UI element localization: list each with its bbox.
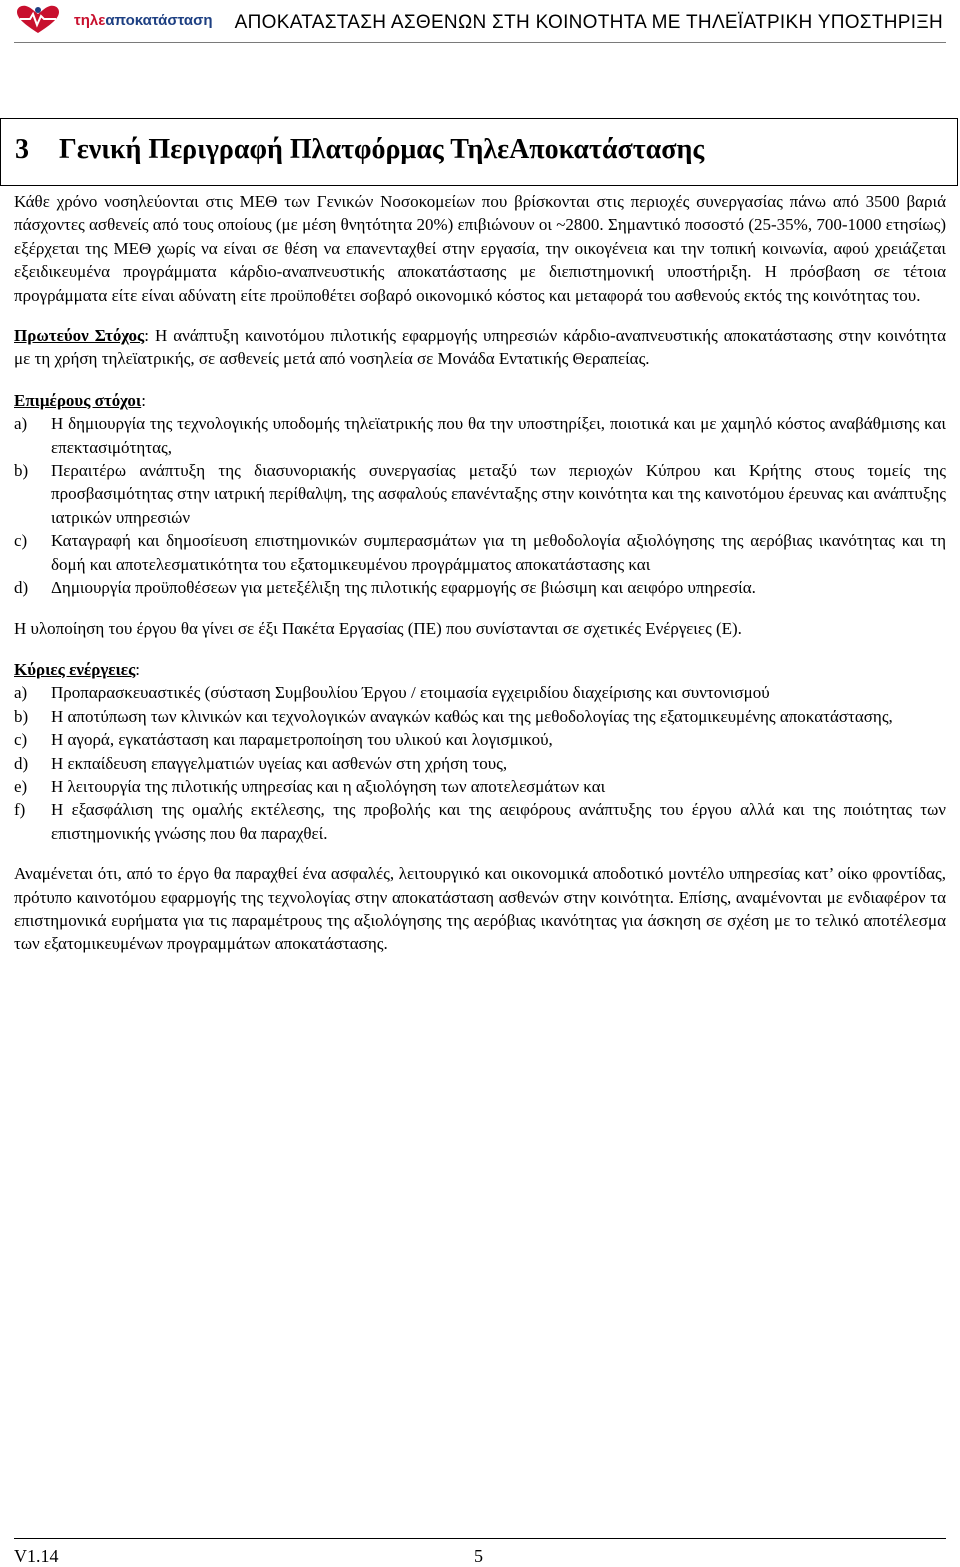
section-title: Γενική Περιγραφή Πλατφόρμας ΤηλεΑποκατάστασης [59,134,705,165]
conclusion-paragraph: Αναμένεται ότι, από το έργο θα παραχθεί ένα ασφαλές, λειτουργικό και οικονομικά αποδοτικό μοντέλο υπηρεσίας κατ’ οίκο φροντίδας, πρότυπο καινοτόμου εφαρμογής της τεχνολογίας στην αποκατάσταση ασθενών στην κοινότητα. Επίσης, αναμένονται με ενδιαφέρον τα επιστημονικά ευρήματα για τις παραμέτρους της αξιολόγησης της αερόβιας ικανότητας για άσκηση σε σχέση με το τελικό αποτέλεσμα των εξατομικευμένων προγραμμάτων αποκατάστασης. [14,864,946,954]
list-item-text: Δημιουργία προϋποθέσεων για μετεξέλιξη της πιλοτικής εφαρμογής σε βιώσιμη και αειφόρο υπηρεσία. [51,578,756,598]
logo-part-1: τηλε [74,12,106,29]
section-heading [15,134,704,166]
logo-part-2: αποκατάσταση [105,12,213,29]
specific-goals-heading [14,389,946,412]
list-marker: b) [14,706,29,726]
list-marker: d) [14,753,29,773]
primary-goal-paragraph [14,324,946,371]
specific-goals-label: Επιμέρους στόχοι [14,390,142,410]
list-marker: b) [14,461,29,481]
header-divider [14,42,946,43]
page-number: 5 [474,1546,483,1566]
list-item-text: Καταγραφή και δημοσίευση επιστημονικών συμπερασμάτων για τη μεθοδολογία αξιολόγησης της αερόβιας ικανότητας και τη δομή και αποτελεσματικότητα του εξατομικευμένου προγράμματος αποκατάστασης και [51,531,946,574]
list-item [14,412,946,459]
list-item-text: Η εκπαίδευση επαγγελματιών υγείας και ασθενών στη χρήση τους, [51,753,508,773]
section-heading-box [0,118,958,186]
list-marker: f) [14,800,26,820]
list-item-text: Η δημιουργία της τεχνολογικής υποδομής τηλεϊατρικής που θα την υποστηρίξει, ποιοτικά και με χαμηλό κόστος αναβάθμισης και επεκτασιμότητας, [51,414,946,457]
list-item [14,798,946,845]
list-marker: c) [14,531,28,551]
list-item-text: Περαιτέρω ανάπτυξη της διασυνοριακής συνεργασίας μεταξύ των περιοχών Κύπρου και Κρήτης στους τομείς της προσβασιμότητας στην ιατρική περίθαλψη, της ασφαλούς επανένταξης στην κοινότητα και της καινοτόμου έρευνας και ανάπτυξης ιατρικών υπηρεσιών [51,461,946,527]
list-item [14,681,946,704]
footer-version: V1.14 [14,1546,59,1566]
list-marker: c) [14,730,28,750]
primary-goal-text: : Η ανάπτυξη καινοτόμου πιλοτικής εφαρμογής υπηρεσιών κάρδιο-αναπνευστικής αποκατάστασης στην κοινότητα με τη χρήση τηλεϊατρικής, σε ασθενείς μετά από νοσηλεία σε Μονάδα Εντατικής Θεραπείας. [14,326,946,369]
list-marker: a) [14,683,28,703]
list-item [14,775,946,798]
list-marker: d) [14,578,29,598]
footer-divider [14,1538,946,1539]
running-title: ΑΠΟΚΑΤΑΣΤΑΣΗ ΑΣΘΕΝΩΝ ΣΤΗ ΚΟΙΝΟΤΗΤΑ ΜΕ ΤΗΛΕΪΑΤΡΙΚΗ ΥΠΟΣΤΗΡΙΞΗ [234,12,943,33]
document-body [14,190,946,956]
primary-goal-label: Πρωτεύον Στόχος [14,326,145,346]
page-header [0,0,960,46]
main-actions-list [14,681,946,845]
list-item-text: Η αγορά, εγκατάσταση και παραμετροποίηση του υλικού και λογισμικού, [51,730,553,750]
work-packages-paragraph: Η υλοποίηση του έργου θα γίνει σε έξι Πακέτα Εργασίας (ΠΕ) που συνίστανται σε σχετικές Ενέργειες (Ε). [14,618,742,638]
list-item-text: Προπαρασκευαστικές (σύσταση Συμβουλίου Έργου / ετοιμασία εγχειριδίου διαχείρισης και συντονισμού [51,683,770,703]
main-actions-heading [14,658,946,681]
main-actions-suffix: : [135,659,140,679]
specific-goals-list [14,412,946,599]
list-item-text: Η εξασφάλιση της ομαλής εκτέλεσης, της προβολής και της αειφόρους ανάπτυξης του έργου αλλά και της ποιότητας των επιστημονικής γνώσης που θα παραχθεί. [51,800,946,843]
list-marker: a) [14,414,28,434]
list-item [14,459,946,529]
main-actions-label: Κύριες ενέργειες [14,659,136,679]
intro-paragraph: Κάθε χρόνο νοσηλεύονται στις ΜΕΘ των Γενικών Νοσοκομείων που βρίσκονται στις περιοχές συνεργασίας πάνω από 3500 βαριά πάσχοντες ασθενείς από τους οποίους (με μέση θνητότητα 20%) επιβιώνουν οι ~2800. Σημαντικό ποσοστό (25-35%, 700-1000 ετησίως) εξέρχεται της ΜΕΘ χωρίς να είναι σε θέση να επανενταχθεί στην εργασία, την οικογένεια και την τοπική κοινωνία, αφού χρειάζεται εξειδικευμένα προγράμματα κάρδιο-αναπνευστικής αποκατάστασης με διεπιστημονική υποστήριξη. Η πρόσβαση σε τέτοια προγράμματα είτε είναι αδύνατη είτε προϋποθέτει σοβαρό οικονομικό κόστος και μεταφορά του ασθενούς εκτός της κοινότητας του. [14,192,946,305]
specific-goals-suffix: : [141,390,146,410]
list-item [14,529,946,576]
list-item [14,705,946,728]
list-item [14,728,946,751]
list-item-text: Η λειτουργία της πιλοτικής υπηρεσίας και η αξιολόγηση των αποτελεσμάτων και [51,776,606,796]
list-item [14,752,946,775]
logo-wordmark [74,12,213,29]
heart-pulse-icon [14,4,62,36]
list-marker: e) [14,776,28,796]
section-number: 3 [15,134,29,165]
telerehab-logo [14,4,213,36]
list-item-text: Η αποτύπωση των κλινικών και τεχνολογικών αναγκών καθώς και της μεθοδολογίας της εξατομικευμένης αποκατάστασης, [51,706,893,726]
list-item [14,576,946,599]
